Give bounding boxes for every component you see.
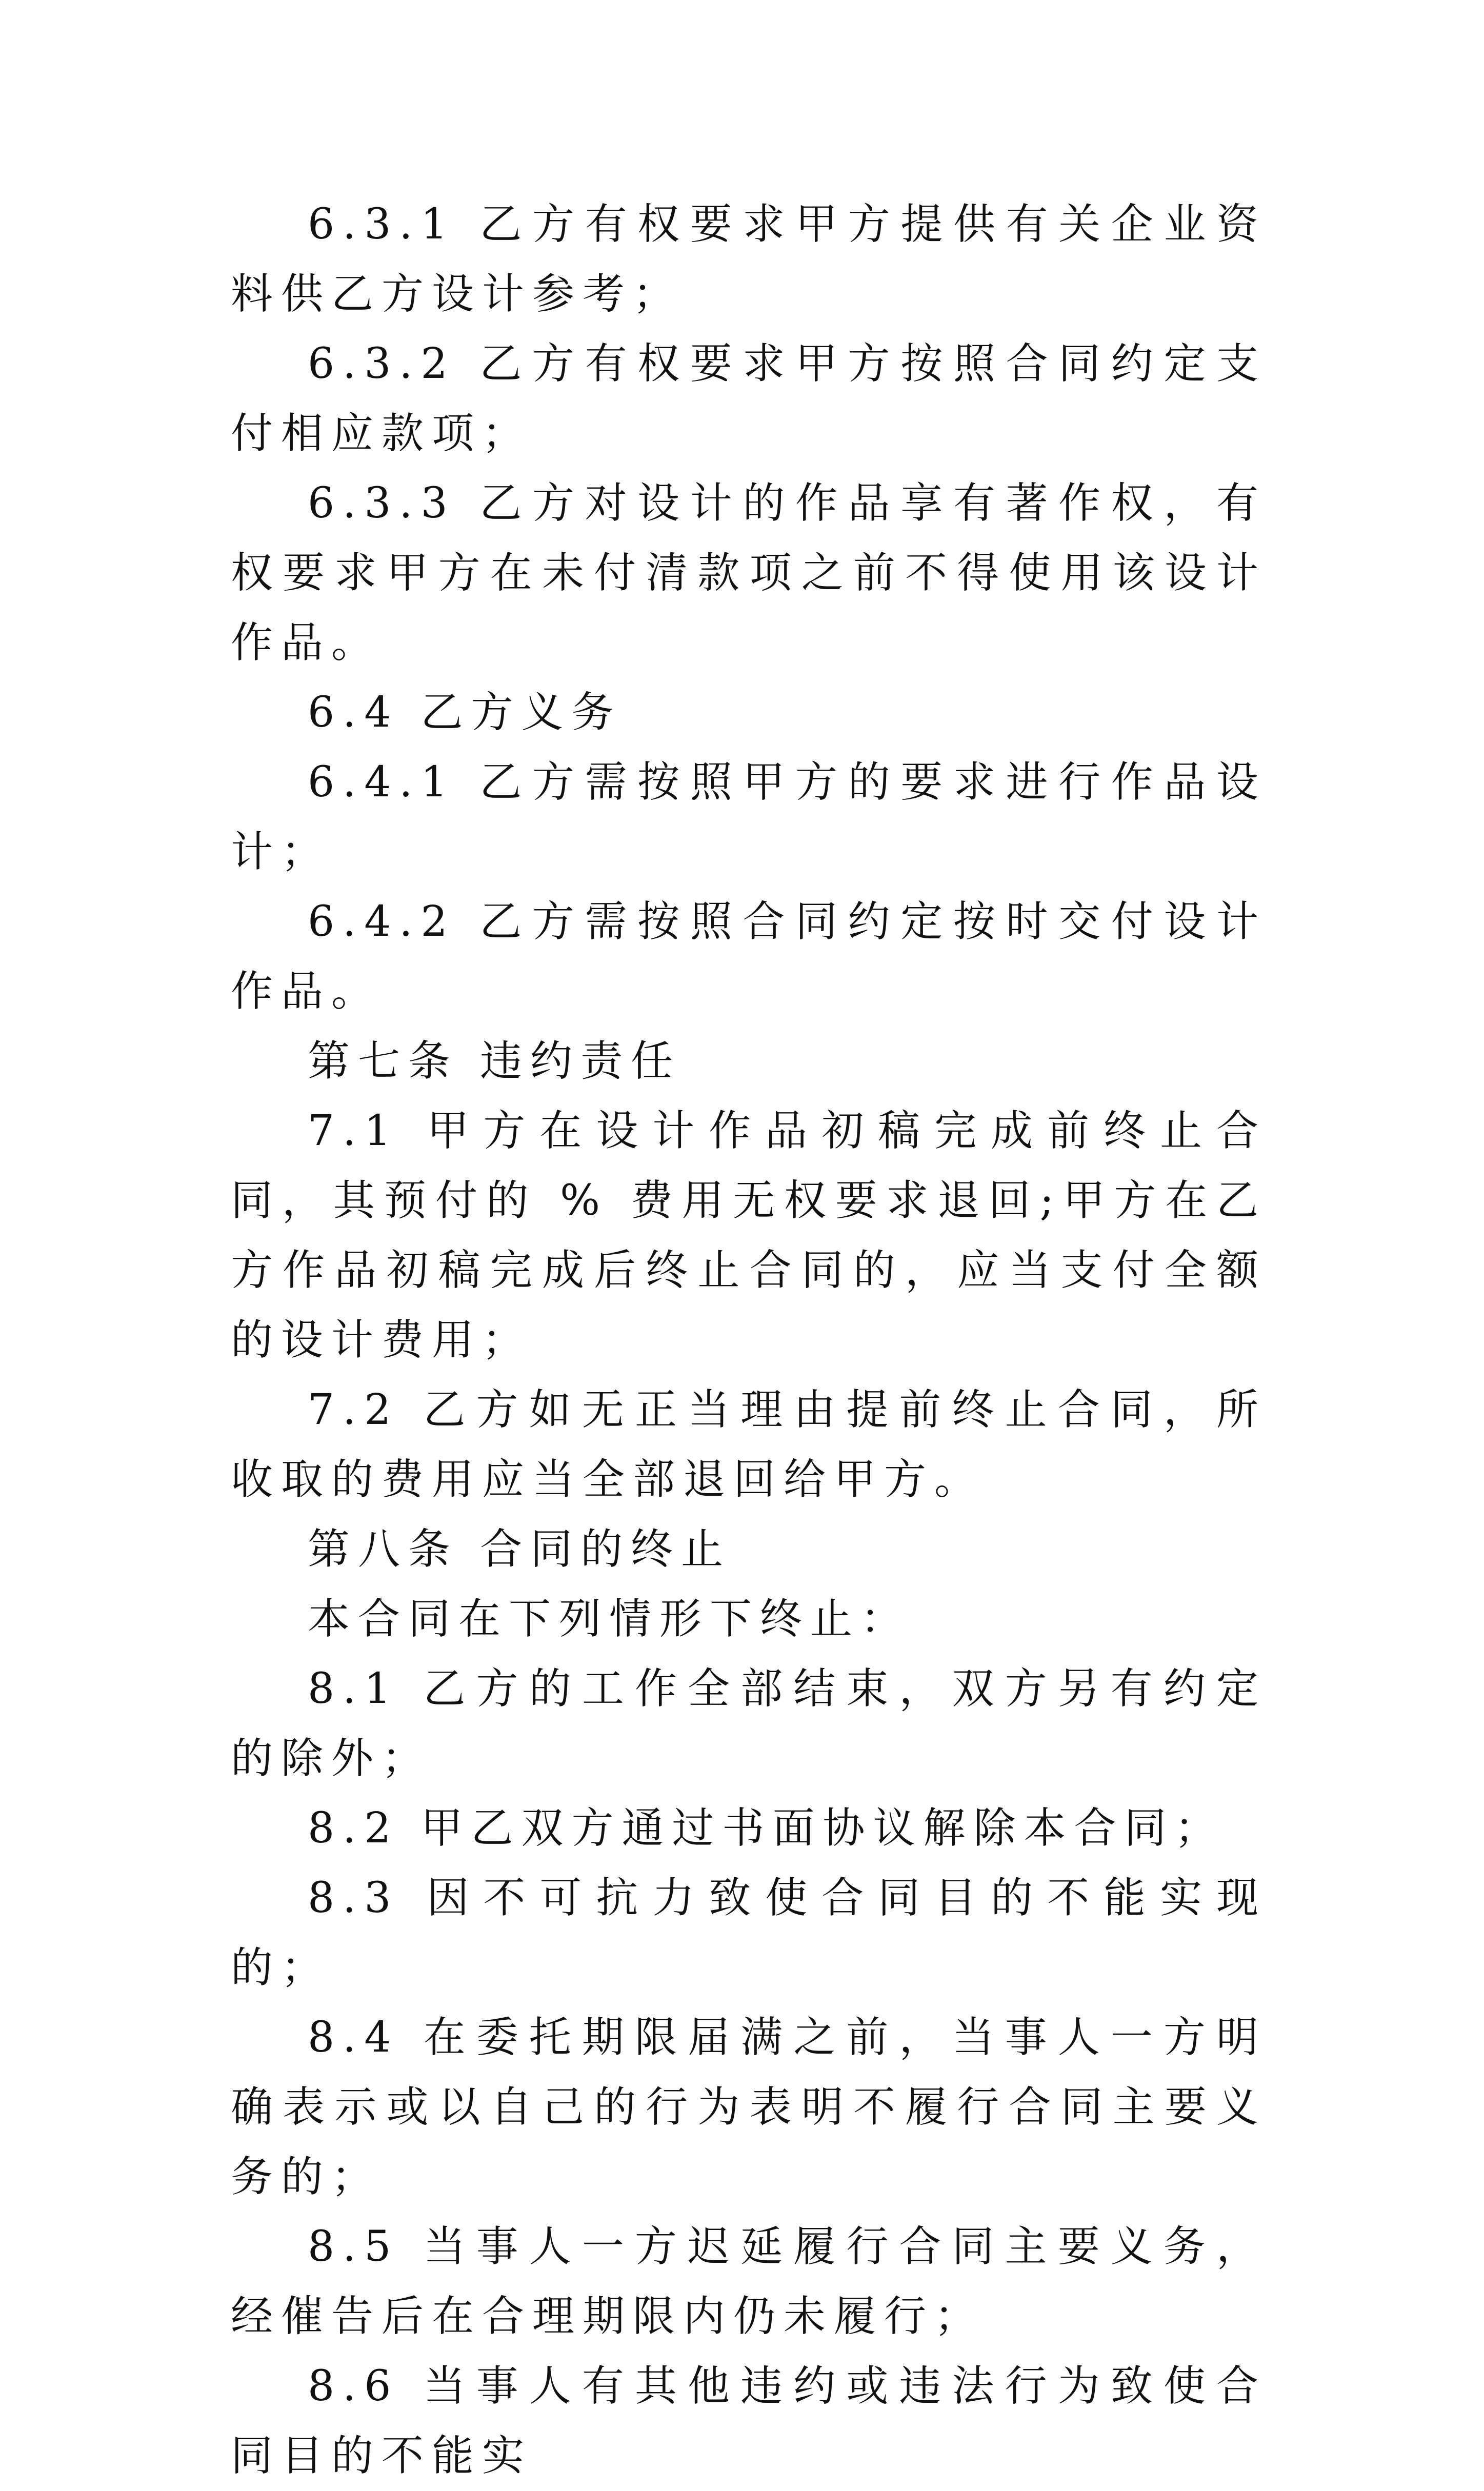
clause-8-4: 8.4 在委托期限届满之前，当事人一方明确表示或以自己的行为表明不履行合同主要义务的； bbox=[231, 2013, 1267, 2201]
document-body bbox=[231, 190, 1267, 2491]
clause-8-2: 8.2 甲乙双方通过书面协议解除本合同； bbox=[308, 1804, 1225, 1853]
clause-8-6: 8.6 当事人有其他违约或违法行为致使合同目的不能实 bbox=[231, 2362, 1267, 2480]
article-8-intro: 本合同在下列情形下终止： bbox=[308, 1595, 911, 1643]
clause-6-4-2: 6.4.2 乙方需按照合同约定按时交付设计作品。 bbox=[231, 897, 1267, 1016]
clause-6-4-heading: 6.4 乙方义务 bbox=[308, 688, 622, 737]
clause-8-1: 8.1 乙方的工作全部结束，双方另有约定的除外； bbox=[231, 1664, 1267, 1783]
article-7-heading: 第七条 违约责任 bbox=[308, 1037, 681, 1086]
clause-6-3-3: 6.3.3 乙方对设计的作品享有著作权，有权要求甲方在未付清款项之前不得使用该设计作品。 bbox=[231, 479, 1267, 667]
clause-7-1: 7.1 甲方在设计作品初稿完成前终止合同，其预付的 % 费用无权要求退回;甲方在乙方作品初稿完成后终止合同的，应当支付全额的设计费用； bbox=[231, 1107, 1267, 1364]
clause-8-5: 8.5 当事人一方迟延履行合同主要义务，经催告后在合理期限内仍未履行； bbox=[231, 2222, 1267, 2341]
clause-6-3-1: 6.3.1 乙方有权要求甲方提供有关企业资料供乙方设计参考； bbox=[231, 200, 1267, 318]
article-8-heading: 第八条 合同的终止 bbox=[308, 1525, 732, 1574]
clause-6-3-2: 6.3.2 乙方有权要求甲方按照合同约定支付相应款项； bbox=[231, 339, 1267, 458]
clause-6-4-1: 6.4.1 乙方需按照甲方的要求进行作品设计； bbox=[231, 758, 1267, 876]
clause-8-3: 8.3 因不可抗力致使合同目的不能实现的； bbox=[231, 1874, 1267, 1992]
clause-7-2: 7.2 乙方如无正当理由提前终止合同，所收取的费用应当全部退回给甲方。 bbox=[231, 1385, 1267, 1504]
